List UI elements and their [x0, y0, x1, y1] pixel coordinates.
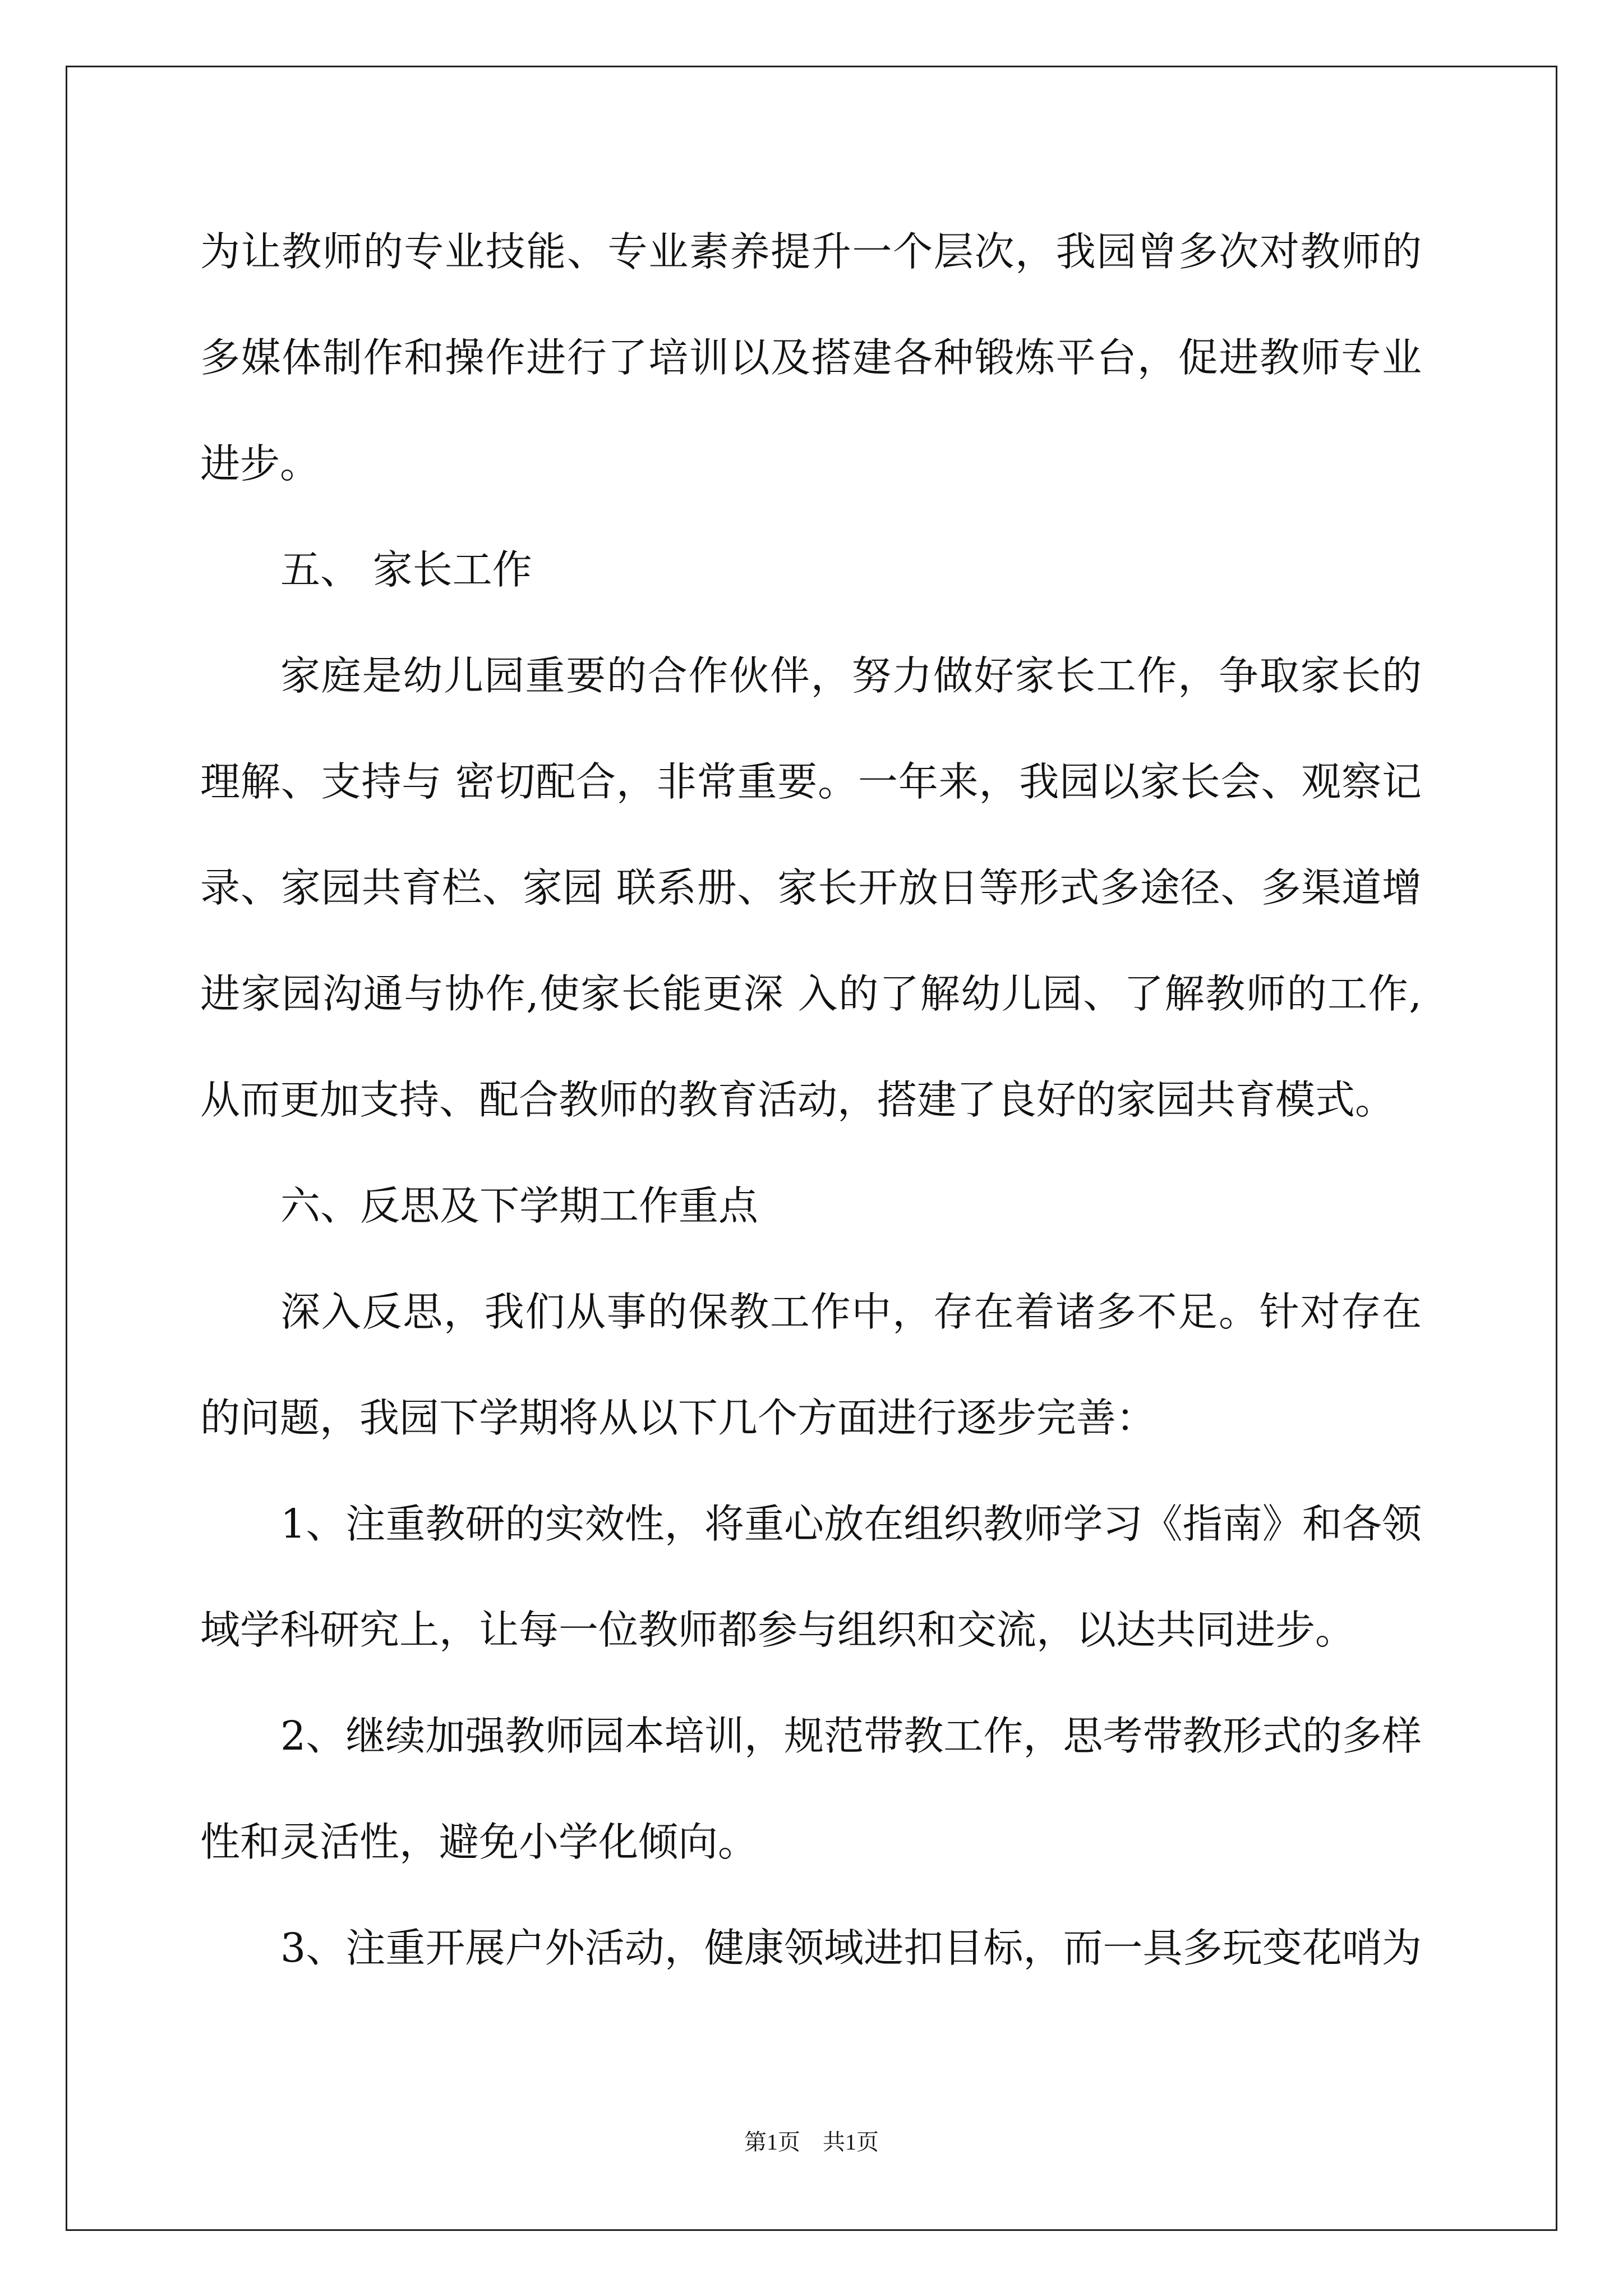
section-heading-reflection: 六、反思及下学期工作重点	[280, 1182, 759, 1229]
list-item-line: 1、注重教研的实效性，将重心放在组织教师学习《指南》和各领	[280, 1501, 1422, 1547]
list-item-line: 性和灵活性，避免小学化倾向。	[200, 1819, 758, 1865]
body-text-line: 家庭是幼儿园重要的合作伙伴，努力做好家长工作，争取家长的	[280, 652, 1422, 699]
body-text-line: 理解、支持与 密切配合，非常重要。一年来，我园以家长会、观察记	[200, 758, 1422, 805]
body-text-line: 录、家园共育栏、家园 联系册、家长开放日等形式多途径、多渠道增	[200, 864, 1422, 911]
body-text-line: 多媒体制作和操作进行了培训以及搭建各种锻炼平台，促进教师专业	[200, 334, 1422, 381]
list-item-line: 域学科研究上，让每一位教师都参与组织和交流，以达共同进步。	[200, 1607, 1355, 1653]
list-item-line: 3、注重开展户外活动，健康领域进扣目标，而一具多玩变花哨为	[280, 1925, 1422, 1971]
body-text-line: 进步。	[200, 440, 320, 487]
section-heading-parent-work: 五、 家长工作	[280, 546, 532, 593]
page-number-footer: 第1页 共1页	[744, 2129, 879, 2155]
document-body	[200, 199, 1422, 2001]
body-text-line: 进家园沟通与协作,使家长能更深 入的了解幼儿园、了解教师的工作,	[200, 970, 1422, 1017]
body-text-line: 的问题，我园下学期将从以下几个方面进行逐步完善：	[200, 1395, 1156, 1441]
list-item-line: 2、继续加强教师园本培训，规范带教工作，思考带教形式的多样	[280, 1713, 1422, 1759]
body-text-line: 为让教师的专业技能、专业素养提升一个层次，我园曾多次对教师的	[200, 228, 1422, 275]
body-text-line: 深入反思，我们从事的保教工作中，存在着诸多不足。针对存在	[280, 1289, 1422, 1335]
body-text-line: 从而更加支持、配合教师的教育活动，搭建了良好的家园共育模式。	[200, 1076, 1395, 1123]
